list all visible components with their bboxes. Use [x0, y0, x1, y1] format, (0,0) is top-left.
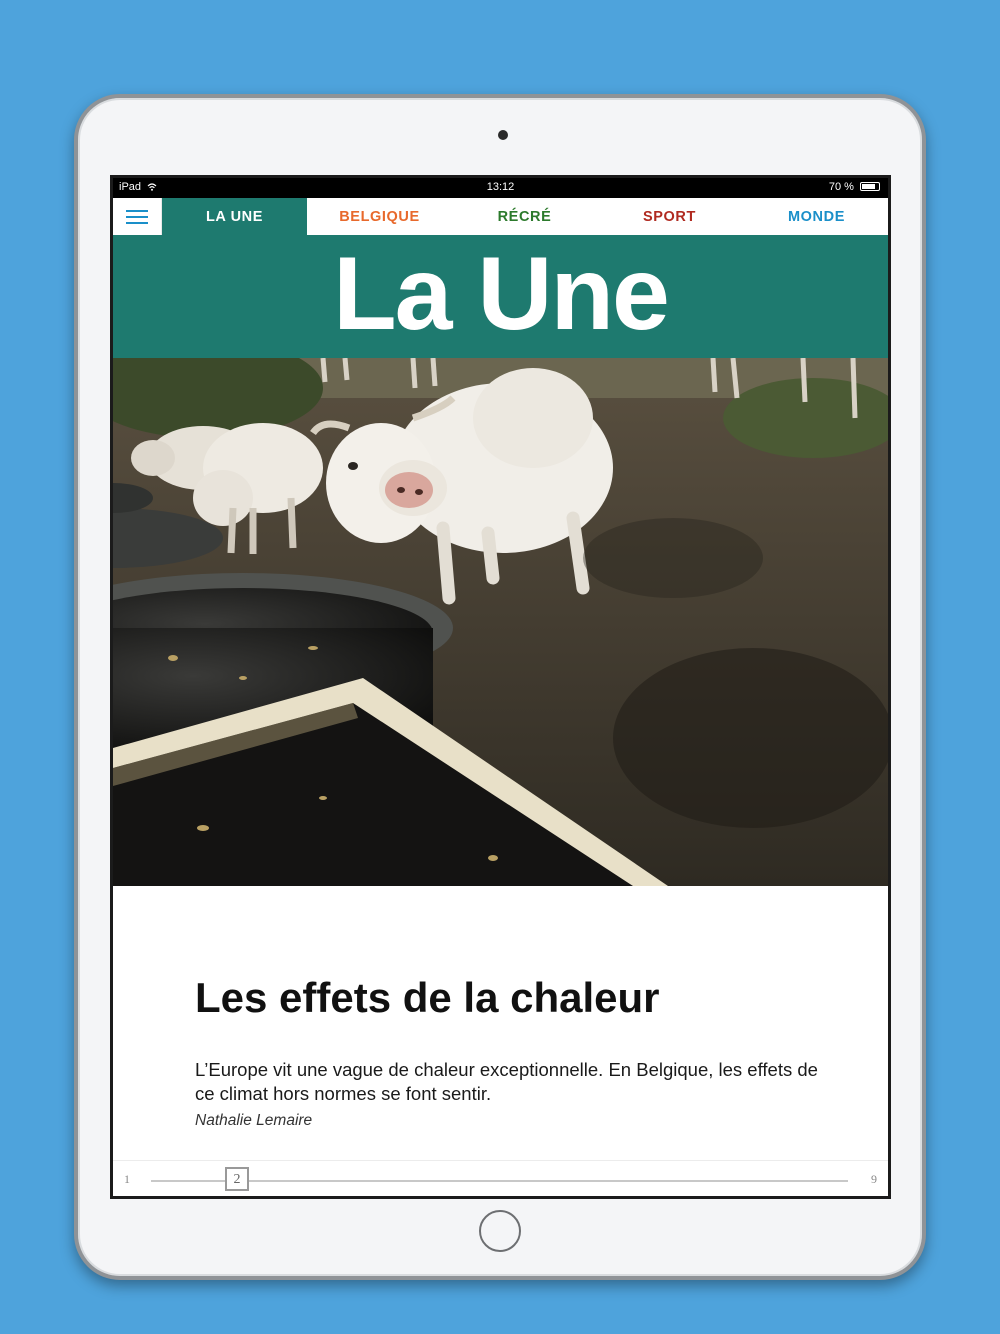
slider-thumb[interactable]: 2 [225, 1167, 249, 1191]
front-camera [498, 130, 508, 140]
menu-icon [126, 210, 148, 212]
section-banner [113, 235, 888, 358]
section-nav [113, 198, 888, 236]
carrier-text: iPad [119, 181, 142, 193]
page-slider[interactable] [113, 1160, 888, 1199]
home-button[interactable] [479, 1210, 521, 1252]
hero-photo[interactable] [113, 358, 888, 886]
section-title: La Une [333, 236, 668, 352]
battery-status [829, 181, 880, 193]
app-screen [110, 175, 891, 1199]
battery-percent: 70 % [828, 181, 854, 193]
hamburger-menu-button[interactable] [113, 198, 162, 235]
slider-track[interactable] [151, 1180, 848, 1182]
tab-monde[interactable]: MONDE [788, 209, 845, 225]
status-bar [113, 178, 888, 198]
article-author: Nathalie Lemaire [195, 1112, 313, 1129]
clock: 13:12 [486, 181, 515, 193]
article-teaser[interactable] [113, 886, 888, 1160]
tab-la-une[interactable]: LA UNE [162, 198, 307, 235]
tab-belgique[interactable]: BELGIQUE [339, 209, 420, 225]
cows-photo-illustration [113, 358, 888, 886]
article-headline[interactable]: Les effets de la chaleur [195, 974, 660, 1021]
tab-recre[interactable]: RÉCRÉ [497, 209, 552, 225]
tab-sport[interactable]: SPORT [643, 209, 696, 225]
first-page-label: 1 [124, 1172, 130, 1186]
battery-icon [860, 182, 880, 191]
last-page-label: 9 [871, 1172, 877, 1186]
article-lede: L’Europe vit une vague de chaleur exceptionnelle. En Belgique, les effets de ce climat hors normes se font sentir. [195, 1059, 818, 1104]
